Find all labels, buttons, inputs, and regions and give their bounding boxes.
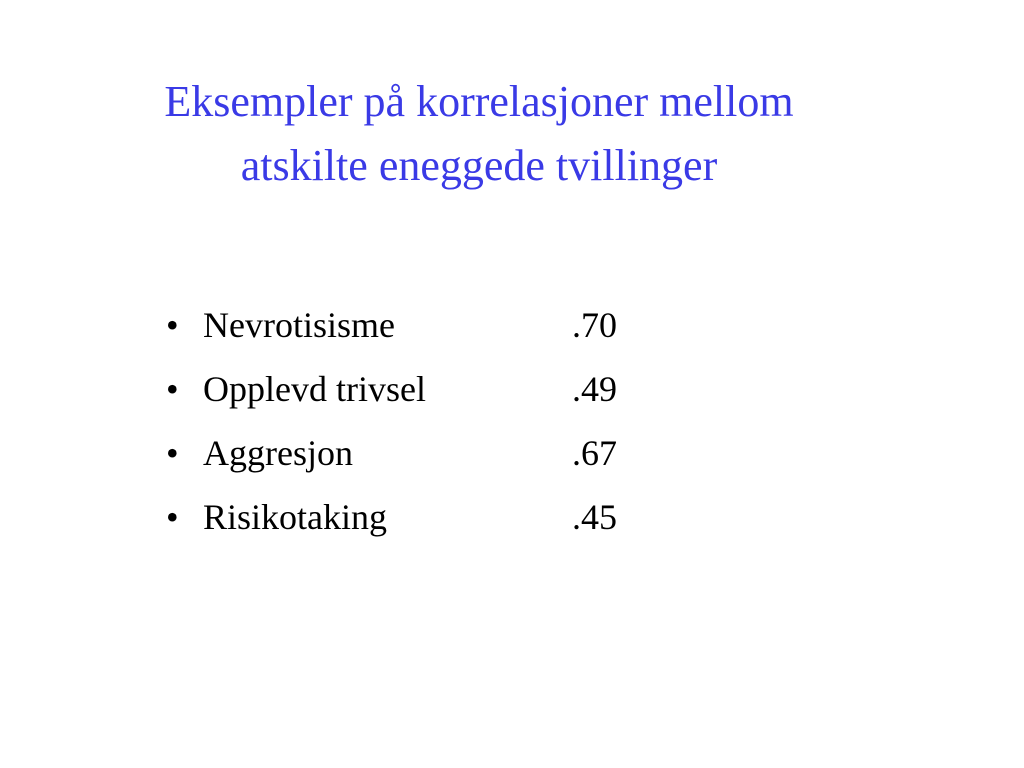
- trait-label: Risikotaking: [203, 497, 388, 537]
- bullet-icon: •: [166, 497, 179, 537]
- slide-title-line-2: atskilte eneggede tvillinger: [240, 141, 718, 190]
- bullet-icon: •: [166, 433, 179, 473]
- bullet-icon: •: [166, 369, 179, 409]
- trait-label: Aggresjon: [203, 433, 353, 473]
- correlation-value: .70: [572, 305, 617, 345]
- slide-title: [0, 70, 958, 198]
- correlation-value: .67: [572, 433, 617, 473]
- correlation-value: .45: [572, 497, 617, 537]
- correlation-value: .49: [572, 369, 617, 409]
- bullet-icon: •: [166, 305, 179, 345]
- trait-label: Opplevd trivsel: [203, 369, 426, 409]
- trait-label: Nevrotisisme: [203, 305, 395, 345]
- slide-title-line-1: Eksempler på korrelasjoner mellom: [164, 77, 794, 126]
